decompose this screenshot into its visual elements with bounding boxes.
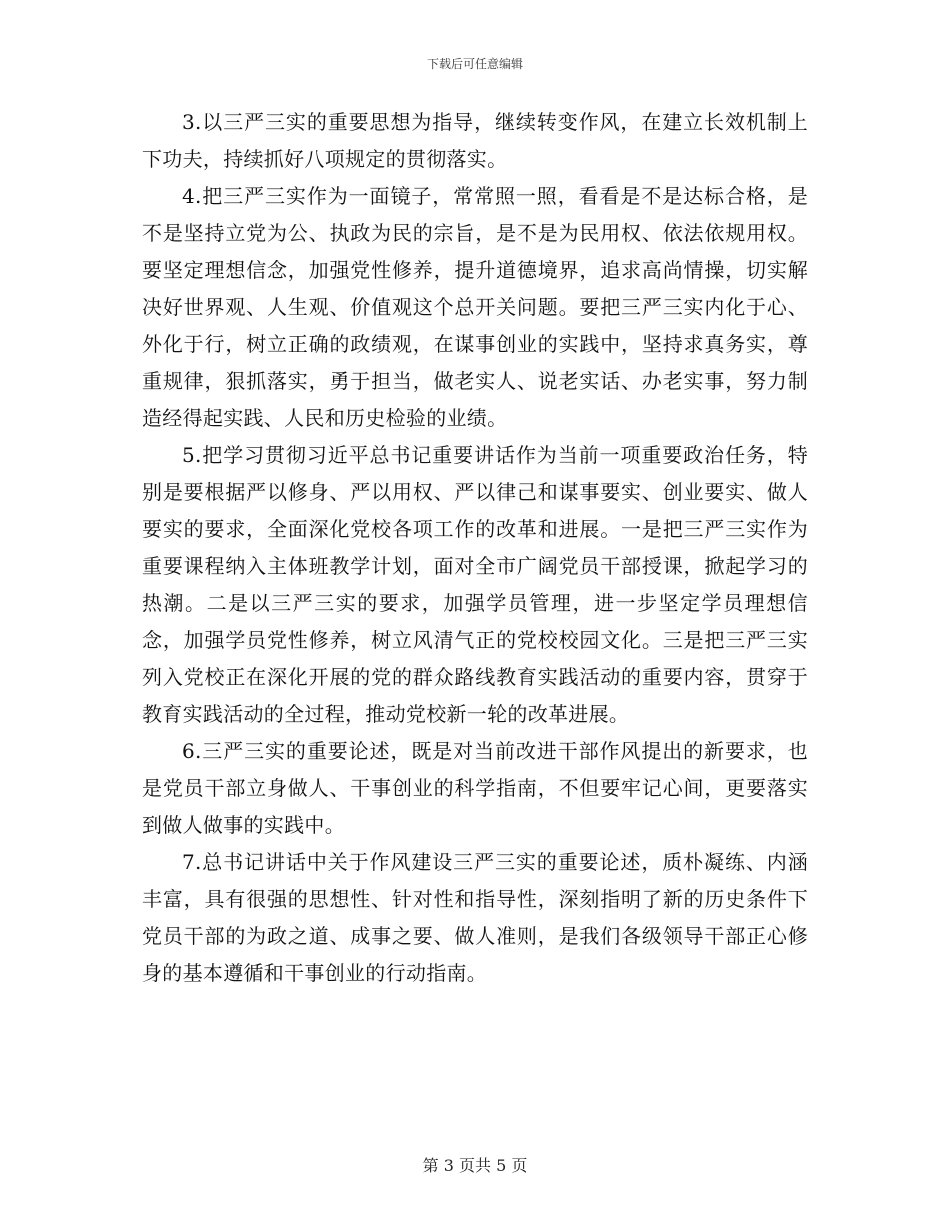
paragraph-4: 4.把三严三实作为一面镜子，常常照一照，看看是不是达标合格，是不是坚持立党为公、执政为民的宗旨，是不是为民用权、依法依规用权。要坚定理想信念，加强党性修养，提升道德境界，追求高尚情操，切实解决好世界观、人生观、价值观这个总开关问题。要把三严三实内化于心、外化于行，树立正确的政绩观，在谋事创业的实践中，坚持求真务实，尊重规律，狠抓落实，勇于担当，做老实人、说老实话、办老实事，努力制造经得起实践、人民和历史检验的业绩。: [142, 184, 808, 430]
paragraph-5: 5.把学习贯彻习近平总书记重要讲话作为当前一项重要政治任务，特别是要根据严以修身、严以用权、严以律己和谋事要实、创业要实、做人要实的要求，全面深化党校各项工作的改革和进展。一是把三严三实作为重要课程纳入主体班教学计划，面对全市广阔党员干部授课，掀起学习的热潮。二是以三严三实的要求，加强学员管理，进一步坚定学员理想信念，加强学员党性修养，树立风清气正的党校校园文化。三是把三严三实列入党校正在深化开展的党的群众路线教育实践活动的重要内容，贯穿于教育实践活动的全过程，推动党校新一轮的改革进展。: [142, 443, 808, 726]
paragraph-3: 3.以三严三实的重要思想为指导，继续转变作风，在建立长效机制上下功夫，持续抓好八项规定的贯彻落实。: [142, 110, 808, 171]
page-header-note: 下载后可任意编辑: [426, 57, 523, 71]
document-body: [142, 104, 808, 992]
paragraph-6: 6.三严三实的重要论述，既是对当前改进干部作风提出的新要求，也是党员干部立身做人、干事创业的科学指南，不但要牢记心间，更要落实到做人做事的实践中。: [142, 739, 808, 837]
page-number: 第 3 页共 5 页: [422, 1156, 528, 1175]
paragraph-7: 7.总书记讲话中关于作风建设三严三实的重要论述，质朴凝练、内涵丰富，具有很强的思想性、针对性和指导性，深刻指明了新的历史条件下党员干部的为政之道、成事之要、做人准则，是我们各级领导干部正心修身的基本遵循和干事创业的行动指南。: [142, 850, 808, 985]
